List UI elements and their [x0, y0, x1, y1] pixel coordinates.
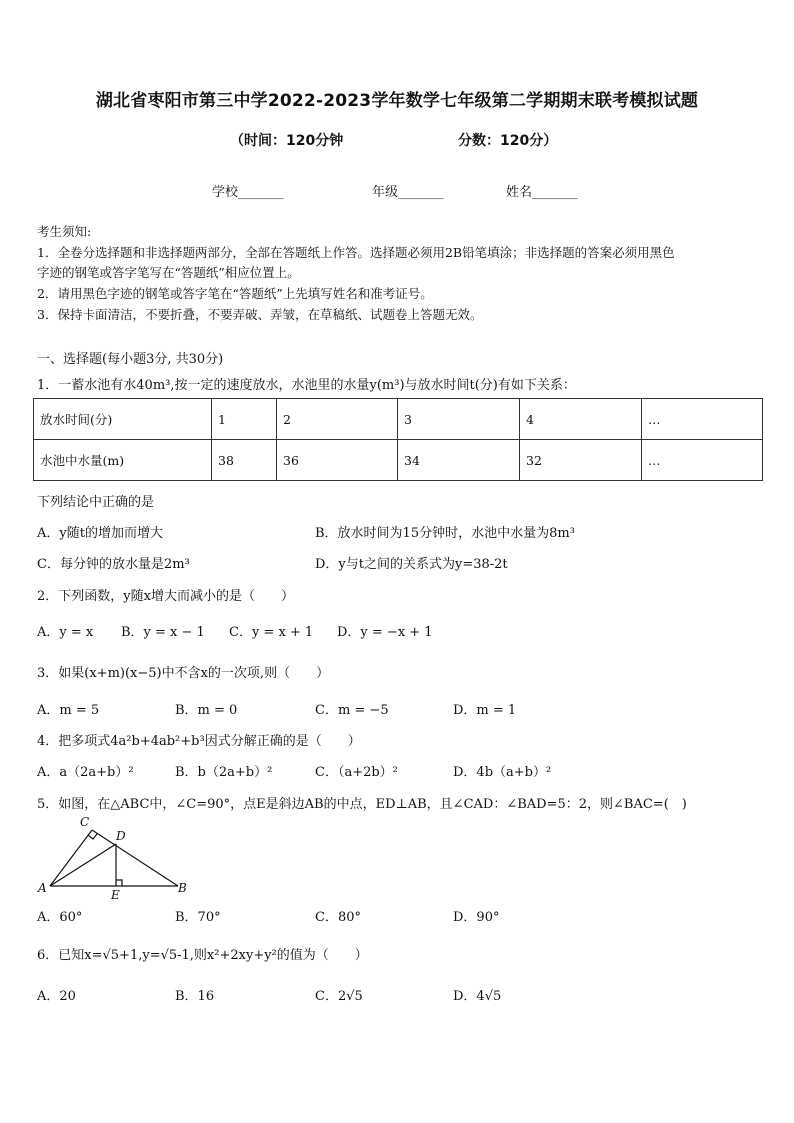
segment-ad	[50, 844, 116, 886]
q1-option-a: A．y随t的增加而增大	[37, 526, 163, 541]
table-cell: 3	[398, 399, 520, 440]
q3-option-d: D．m = 1	[453, 703, 517, 718]
table-cell: 4	[520, 399, 642, 440]
q3-option-a: A．m = 5	[37, 703, 100, 718]
q4-option-b: B．b（2a+b）²	[175, 765, 273, 780]
q6-option-d: D．4√5	[453, 989, 502, 1004]
notes-heading: 考生须知:	[37, 224, 92, 239]
q2-stem: 2．下列函数，y随x增大而减小的是（ ）	[37, 589, 294, 604]
q6-option-c: C．2√5	[315, 989, 363, 1004]
q5-stem: 5．如图，在△ABC中，∠C=90°，点E是斜边AB的中点，ED⊥AB，且∠CAD：∠BAD=5：2，则∠BAC=( )	[37, 797, 687, 812]
q1-stem: 1．一蓄水池有水40m³,按一定的速度放水，水池里的水量y(m³)与放水时间t(分)有如下关系：	[37, 378, 576, 393]
right-angle-c	[88, 834, 97, 839]
table-row	[34, 440, 763, 481]
table-cell: 34	[398, 440, 520, 481]
grade-field: 年级_______	[372, 185, 444, 200]
q5-option-a: A．60°	[37, 910, 83, 925]
label-a: A	[38, 881, 47, 895]
name-field: 姓名_______	[506, 185, 578, 200]
q6-option-a: A．20	[37, 989, 76, 1004]
note-3: 3．保持卡面清洁，不要折叠，不要弄破、弄皱，在草稿纸、试题卷上答题无效。	[37, 307, 483, 322]
table-cell: 38	[212, 440, 277, 481]
right-angle-e	[116, 880, 122, 886]
q3-option-b: B．m = 0	[175, 703, 238, 718]
q4-stem: 4．把多项式4a²b+4ab²+b³因式分解正确的是（ ）	[37, 734, 361, 749]
section-heading: 一、选择题(每小题3分, 共30分)	[37, 352, 224, 367]
table-row	[34, 399, 763, 440]
label-b: B	[178, 881, 187, 895]
school-field: 学校_______	[212, 185, 284, 200]
q4-option-a: A．a（2a+b）²	[37, 765, 134, 780]
table-cell: …	[642, 440, 763, 481]
q5-option-c: C．80°	[315, 910, 361, 925]
label-e: E	[111, 888, 120, 902]
q2-option-d: D．y = −x + 1	[337, 625, 433, 640]
triangle-figure	[32, 812, 202, 902]
q1-option-b: B．放水时间为15分钟时，水池中水量为8m³	[315, 526, 575, 541]
table-cell: …	[642, 399, 763, 440]
q5-option-d: D．90°	[453, 910, 500, 925]
q1-prompt: 下列结论中正确的是	[37, 495, 155, 510]
table-cell: 32	[520, 440, 642, 481]
note-2: 2．请用黑色字迹的钢笔或答字笔在“答题纸”上先填写姓名和准考证号。	[37, 286, 433, 301]
table-cell: 水池中水量(m)	[34, 440, 212, 481]
score-label: 分数：120分）	[458, 133, 558, 149]
page-title: 湖北省枣阳市第三中学2022-2023学年数学七年级第二学期期末联考模拟试题	[95, 91, 699, 111]
q2-option-b: B．y = x − 1	[121, 625, 205, 640]
q6-stem: 6．已知x=√5+1,y=√5-1,则x²+2xy+y²的值为（ ）	[37, 948, 368, 963]
note-1-cont: 字迹的钢笔或答字笔写在“答题纸”相应位置上。	[37, 265, 300, 280]
q4-option-c: C．（a+2b）²	[315, 765, 398, 780]
table-cell: 2	[277, 399, 398, 440]
q1-option-d: D．y与t之间的关系式为y=38-2t	[315, 557, 508, 572]
q2-option-a: A．y = x	[37, 625, 94, 640]
q3-option-c: C．m = −5	[315, 703, 389, 718]
label-c: C	[80, 815, 90, 829]
table-cell: 放水时间(分)	[34, 399, 212, 440]
q1-option-c: C．每分钟的放水量是2m³	[37, 557, 190, 572]
q3-stem: 3．如果(x+m)(x−5)中不含x的一次项,则（ ）	[37, 666, 330, 681]
table-cell: 36	[277, 440, 398, 481]
side-ac	[50, 830, 92, 886]
side-cb	[92, 830, 178, 886]
q5-option-b: B．70°	[175, 910, 221, 925]
q6-option-b: B．16	[175, 989, 215, 1004]
note-1: 1．全卷分选择题和非选择题两部分，全部在答题纸上作答。选择题必须用2B铅笔填涂；非选择题的答案必须用黑色	[37, 245, 675, 260]
label-d: D	[116, 829, 126, 843]
time-label: （时间：120分钟	[230, 133, 344, 149]
q2-option-c: C．y = x + 1	[229, 625, 314, 640]
q1-table	[33, 398, 763, 481]
table-cell: 1	[212, 399, 277, 440]
q4-option-d: D．4b（a+b）²	[453, 765, 552, 780]
